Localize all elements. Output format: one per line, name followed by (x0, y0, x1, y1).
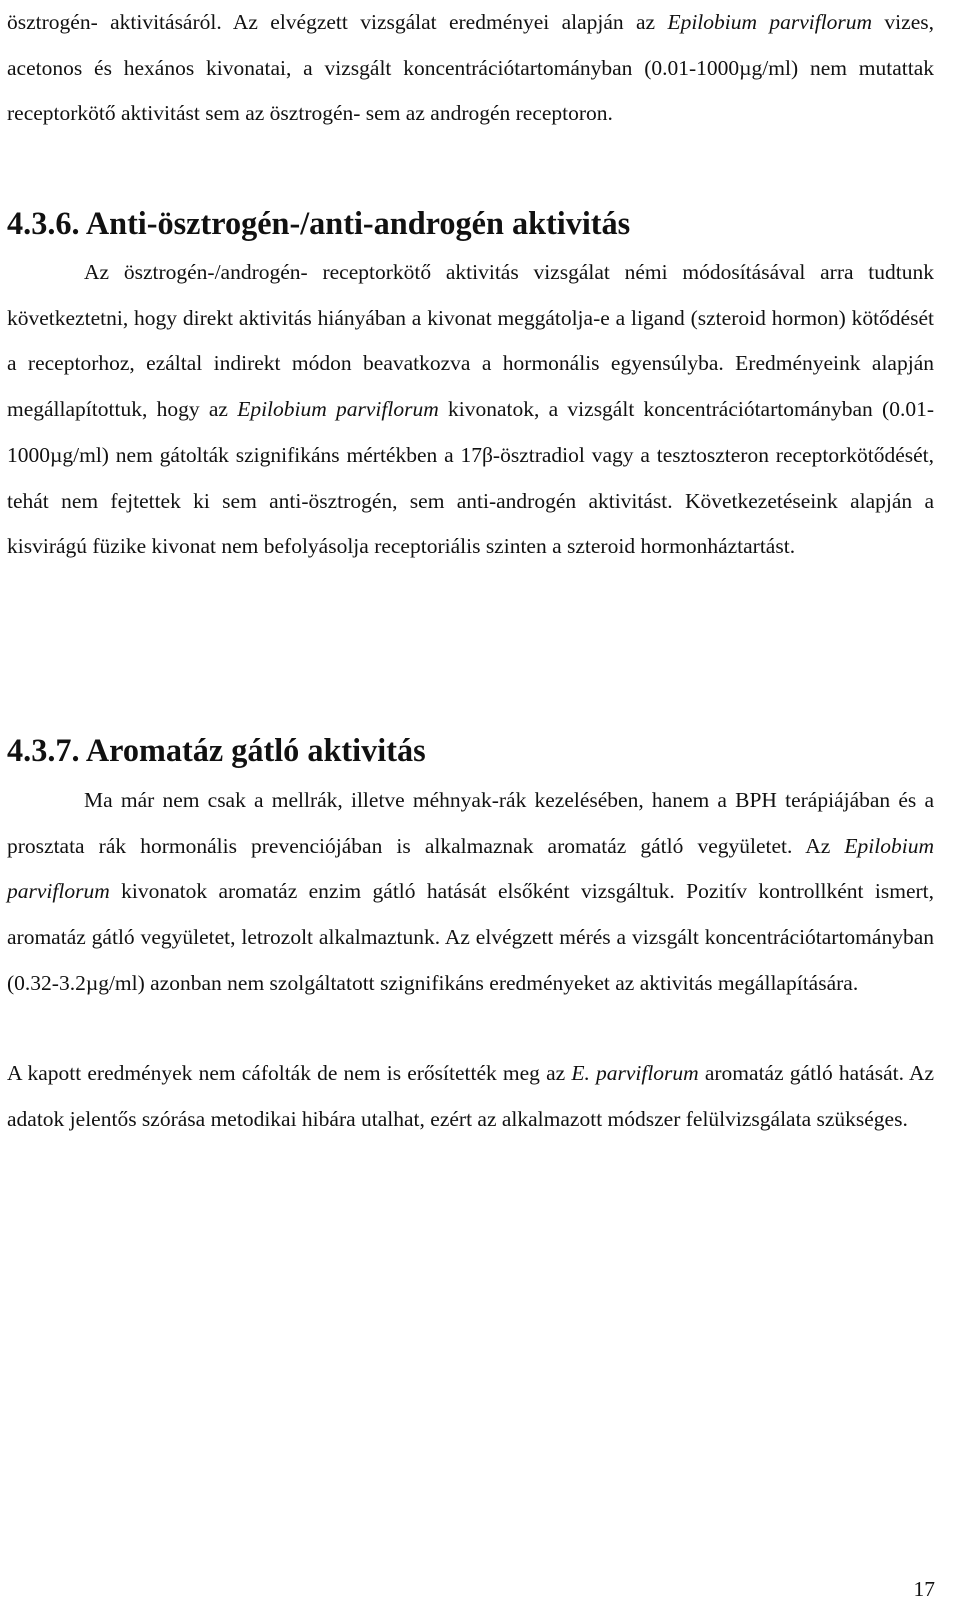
paragraph-text-1: Az ösztrogén-/androgén- receptorkötő aktivitás vizsgálat némi módosításával arra tudtunk következtetni, hogy direkt aktivitás hiányában a kivonat meggátolja-e a ligand (szteroid hormon) kötődését a receptorhoz, ezáltal indirekt módon beavatkozva a hormonális egyensúlyba. Eredményeink alapján megállapítottuk, hogy az (7, 260, 934, 422)
paragraph-text-2: aromatáz gátló hatását. Az adatok jelentős szórása metodikai hibára utalhat, ezért az alkalmazott módszer felülvizsgálata szükséges. (7, 1061, 935, 1131)
section-4-3-7-paragraph-1 (7, 778, 934, 1007)
section-4-3-7-paragraph-2 (7, 1051, 934, 1142)
species-name: Epilobium parviflorum (237, 397, 439, 422)
species-name: Epilobium parviflorum (7, 833, 934, 904)
paragraph-text-2: kivonatok, a vizsgált koncentrációtartományban (0.01-1000µg/ml) nem gátolták szignifikáns mértékben a 17β-ösztradiol vagy a tesztoszteron receptorkötődését, tehát nem fejtettek ki sem anti-ösztrogén, sem anti-androgén aktivitást. Következetéseink alapján a kisvirágú füzike kivonat nem befolyásolja receptoriális szinten a szteroid hormonháztartást. (7, 397, 934, 559)
species-name: Epilobium parviflorum (667, 10, 873, 34)
section-heading-4-3-7: 4.3.7. Aromatáz gátló aktivitás (7, 732, 426, 768)
paragraph-text-1: A kapott eredmények nem cáfolták de nem is erősítették meg az (7, 1061, 572, 1085)
page-number: 17 (913, 1577, 935, 1601)
intro-paragraph (7, 0, 934, 137)
intro-text-1: ösztrogén- aktivitásáról. Az elvégzett vizsgálat eredményei alapján az (7, 10, 668, 34)
species-name: E. parviflorum (571, 1061, 699, 1085)
section-heading-4-3-6: 4.3.6. Anti-ösztrogén-/anti-androgén aktivitás (7, 205, 631, 241)
paragraph-text-2: kivonatok aromatáz enzim gátló hatását elsőként vizsgáltuk. Pozitív kontrollként ismert, aromatáz gátló vegyületet, letrozolt alkalmaztunk. Az elvégzett mérés a vizsgált koncentrációtartományban (0.32-3.2µg/ml) azonban nem szolgáltatott szignifikáns eredményeket az aktivitás megállapítására. (7, 879, 934, 995)
paragraph-text-1: Ma már nem csak a mellrák, illetve méhnyak-rák kezelésében, hanem a BPH terápiájában és a prosztata rák hormonális prevenciójában is alkalmaznak aromatáz gátló vegyületet. Az (7, 788, 934, 858)
intro-text-2: vizes, acetonos és hexános kivonatai, a vizsgált koncentrációtartományban (0.01-1000µg/ml) nem mutattak receptorkötő aktivitást sem az ösztrogén- sem az androgén receptoron. (7, 10, 934, 126)
section-4-3-6-paragraph (7, 250, 934, 570)
